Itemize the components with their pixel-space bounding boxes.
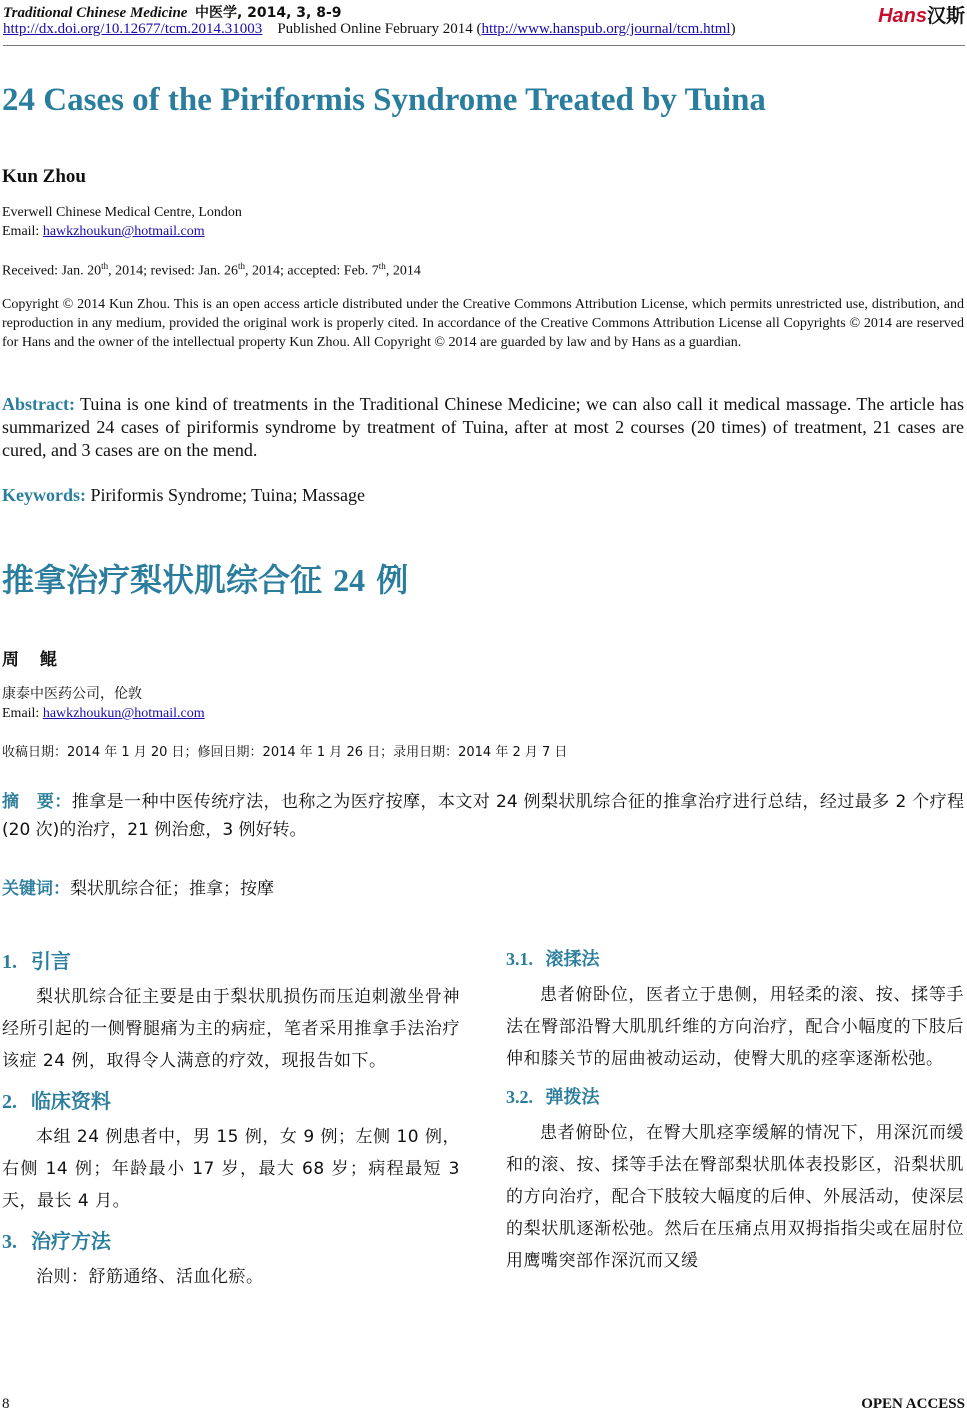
article-title-cn	[2, 555, 408, 601]
revised-date: , 2014; revised: Jan. 26	[108, 263, 239, 279]
close-paren: )	[730, 21, 736, 37]
year-text: , 2014	[385, 263, 421, 279]
section-heading-1	[2, 945, 460, 981]
subsection-heading-3-1	[506, 945, 964, 979]
subsection-heading-3-2	[506, 1083, 964, 1117]
abstract-en	[2, 393, 964, 462]
section-number: 1.	[2, 951, 17, 973]
section-heading-3	[2, 1225, 460, 1261]
affiliation-block-cn	[2, 684, 205, 724]
logo-text-en: Hans	[878, 5, 927, 27]
author-en: Kun Zhou	[2, 166, 86, 187]
abstract-cn-label: 摘 要：	[2, 792, 72, 812]
section-heading-2	[2, 1085, 460, 1121]
publisher-logo	[878, 1, 965, 28]
section-title: 引言	[30, 949, 71, 973]
section-2-paragraph: 本组 24 例患者中，男 15 例，女 9 例；左侧 10 例，右侧 14 例；年龄最小 17 岁，最大 68 岁；病程最短 3 天，最长 4 月。	[2, 1127, 460, 1211]
subsection-3-1-paragraph: 患者俯卧位，医者立于患侧，用轻柔的滚、按、揉等手法在臀部沿臀大肌肌纤维的方向治疗，配合小幅度的下肢后伸和膝关节的屈曲被动运动，使臀大肌的痉挛逐渐松弛。	[506, 985, 964, 1069]
email-link-cn[interactable]: hawkzhoukun@hotmail.com	[42, 706, 205, 721]
copyright-notice: Copyright © 2014 Kun Zhou. This is an open access article distributed under the Creative Commons Attribution License, which permits unrestricted use, distribution, and reproduction in any medium, provided the original work is properly cited. In accordance of the Creative Commons Attribution License all Copyrights © 2014 are reserved for Hans and the owner of the intellectual property Kun Zhou. All Copyright © 2014 are guarded by law and by Hans as a guardian.	[2, 297, 964, 350]
ordinal-suffix: th	[378, 261, 386, 271]
journal-issue-info: 中医学, 2014, 3, 8-9	[194, 5, 342, 21]
logo-text-cn: 汉斯	[926, 5, 965, 27]
header-divider	[3, 45, 965, 46]
section-title: 治疗方法	[30, 1229, 111, 1253]
subsection-3-2-paragraph: 患者俯卧位，在臀大肌痉挛缓解的情况下，用深沉而缓和的滚、按、揉等手法在臀部梨状肌体表投影区，沿梨状肌的方向治疗，配合下肢较大幅度的后伸、外展活动，使深层的梨状肌逐渐松弛。然后在压痛点用双拇指指尖或在屈肘位用鹰嘴突部作深沉而又缓	[506, 1123, 964, 1271]
accepted-date: , 2014; accepted: Feb. 7	[245, 263, 379, 279]
open-access-label: OPEN ACCESS	[861, 1396, 965, 1412]
email-label-cn: Email:	[2, 706, 43, 721]
section-number: 3.	[2, 1231, 17, 1253]
abstract-cn-text: 推拿是一种中医传统疗法，也称之为医疗按摩，本文对 24 例梨状肌综合征的推拿治疗进行总结，经过最多 2 个疗程(20 次)的治疗，21 例治愈，3 例好转。	[2, 792, 965, 840]
keywords-cn-label: 关键词：	[2, 879, 70, 899]
abstract-label: Abstract:	[2, 394, 75, 414]
running-header	[3, 2, 965, 41]
doi-link[interactable]: http://dx.doi.org/10.12677/tcm.2014.31003	[3, 21, 263, 37]
journal-name: Traditional Chinese Medicine	[3, 5, 188, 21]
author-cn: 周 鲲	[2, 650, 59, 670]
subsection-title: 弹拨法	[545, 1087, 600, 1108]
keywords-en	[2, 485, 365, 506]
received-dates-en	[2, 257, 421, 281]
received-dates-cn: 收稿日期：2014 年 1 月 20 日；修回日期：2014 年 1 月 26 日；录用日期：2014 年 2 月 7 日	[2, 745, 568, 760]
published-text: Published Online February 2014 (	[277, 21, 482, 37]
article-title-en: 24 Cases of the Piriformis Syndrome Treated by Tuina	[2, 82, 766, 118]
title-cn-suffix: 例	[376, 561, 409, 599]
ordinal-suffix: th	[238, 261, 246, 271]
abstract-cn	[2, 788, 964, 844]
title-cn-number: 24	[333, 562, 366, 598]
keywords-label: Keywords:	[2, 485, 86, 505]
section-title: 临床资料	[30, 1089, 111, 1113]
section-number: 2.	[2, 1091, 17, 1113]
subsection-title: 滚揉法	[545, 949, 600, 970]
body-column-right	[506, 945, 964, 1285]
journal-url-link[interactable]: http://www.hanspub.org/journal/tcm.html	[481, 21, 731, 37]
keywords-cn-text: 梨状肌综合征；推拿；按摩	[70, 879, 274, 899]
affiliation-block-en	[2, 203, 242, 241]
received-date: Received: Jan. 20	[2, 263, 102, 279]
email-label: Email:	[2, 224, 43, 239]
subsection-number: 3.2.	[506, 1087, 533, 1107]
section-1-paragraph: 梨状肌综合征主要是由于梨状肌损伤而压迫刺激坐骨神经所引起的一侧臀腿痛为主的病症，笔者采用推拿手法治疗该症 24 例，取得令人满意的疗效，现报告如下。	[2, 987, 460, 1071]
page-number: 8	[2, 1396, 10, 1412]
body-column-left	[2, 945, 460, 1301]
affiliation-en: Everwell Chinese Medical Centre, London	[2, 205, 242, 220]
title-cn-text: 推拿治疗梨状肌综合征	[2, 561, 323, 599]
ordinal-suffix: th	[101, 261, 109, 271]
keywords-cn	[2, 874, 274, 899]
keywords-text: Piriformis Syndrome; Tuina; Massage	[86, 485, 366, 505]
abstract-text: Tuina is one kind of treatments in the Traditional Chinese Medicine; we can also call it medical massage. The article has summarized 24 cases of piriformis syndrome by treatment of Tuina, after at most 2 courses (20 times) of treatment, 21 cases are cured, and 3 cases are on the mend.	[2, 394, 964, 460]
section-3-paragraph: 治则：舒筋通络、活血化瘀。	[36, 1267, 264, 1287]
affiliation-cn: 康泰中医药公司，伦敦	[2, 686, 142, 702]
subsection-number: 3.1.	[506, 949, 533, 969]
email-link-en[interactable]: hawkzhoukun@hotmail.com	[42, 224, 205, 239]
